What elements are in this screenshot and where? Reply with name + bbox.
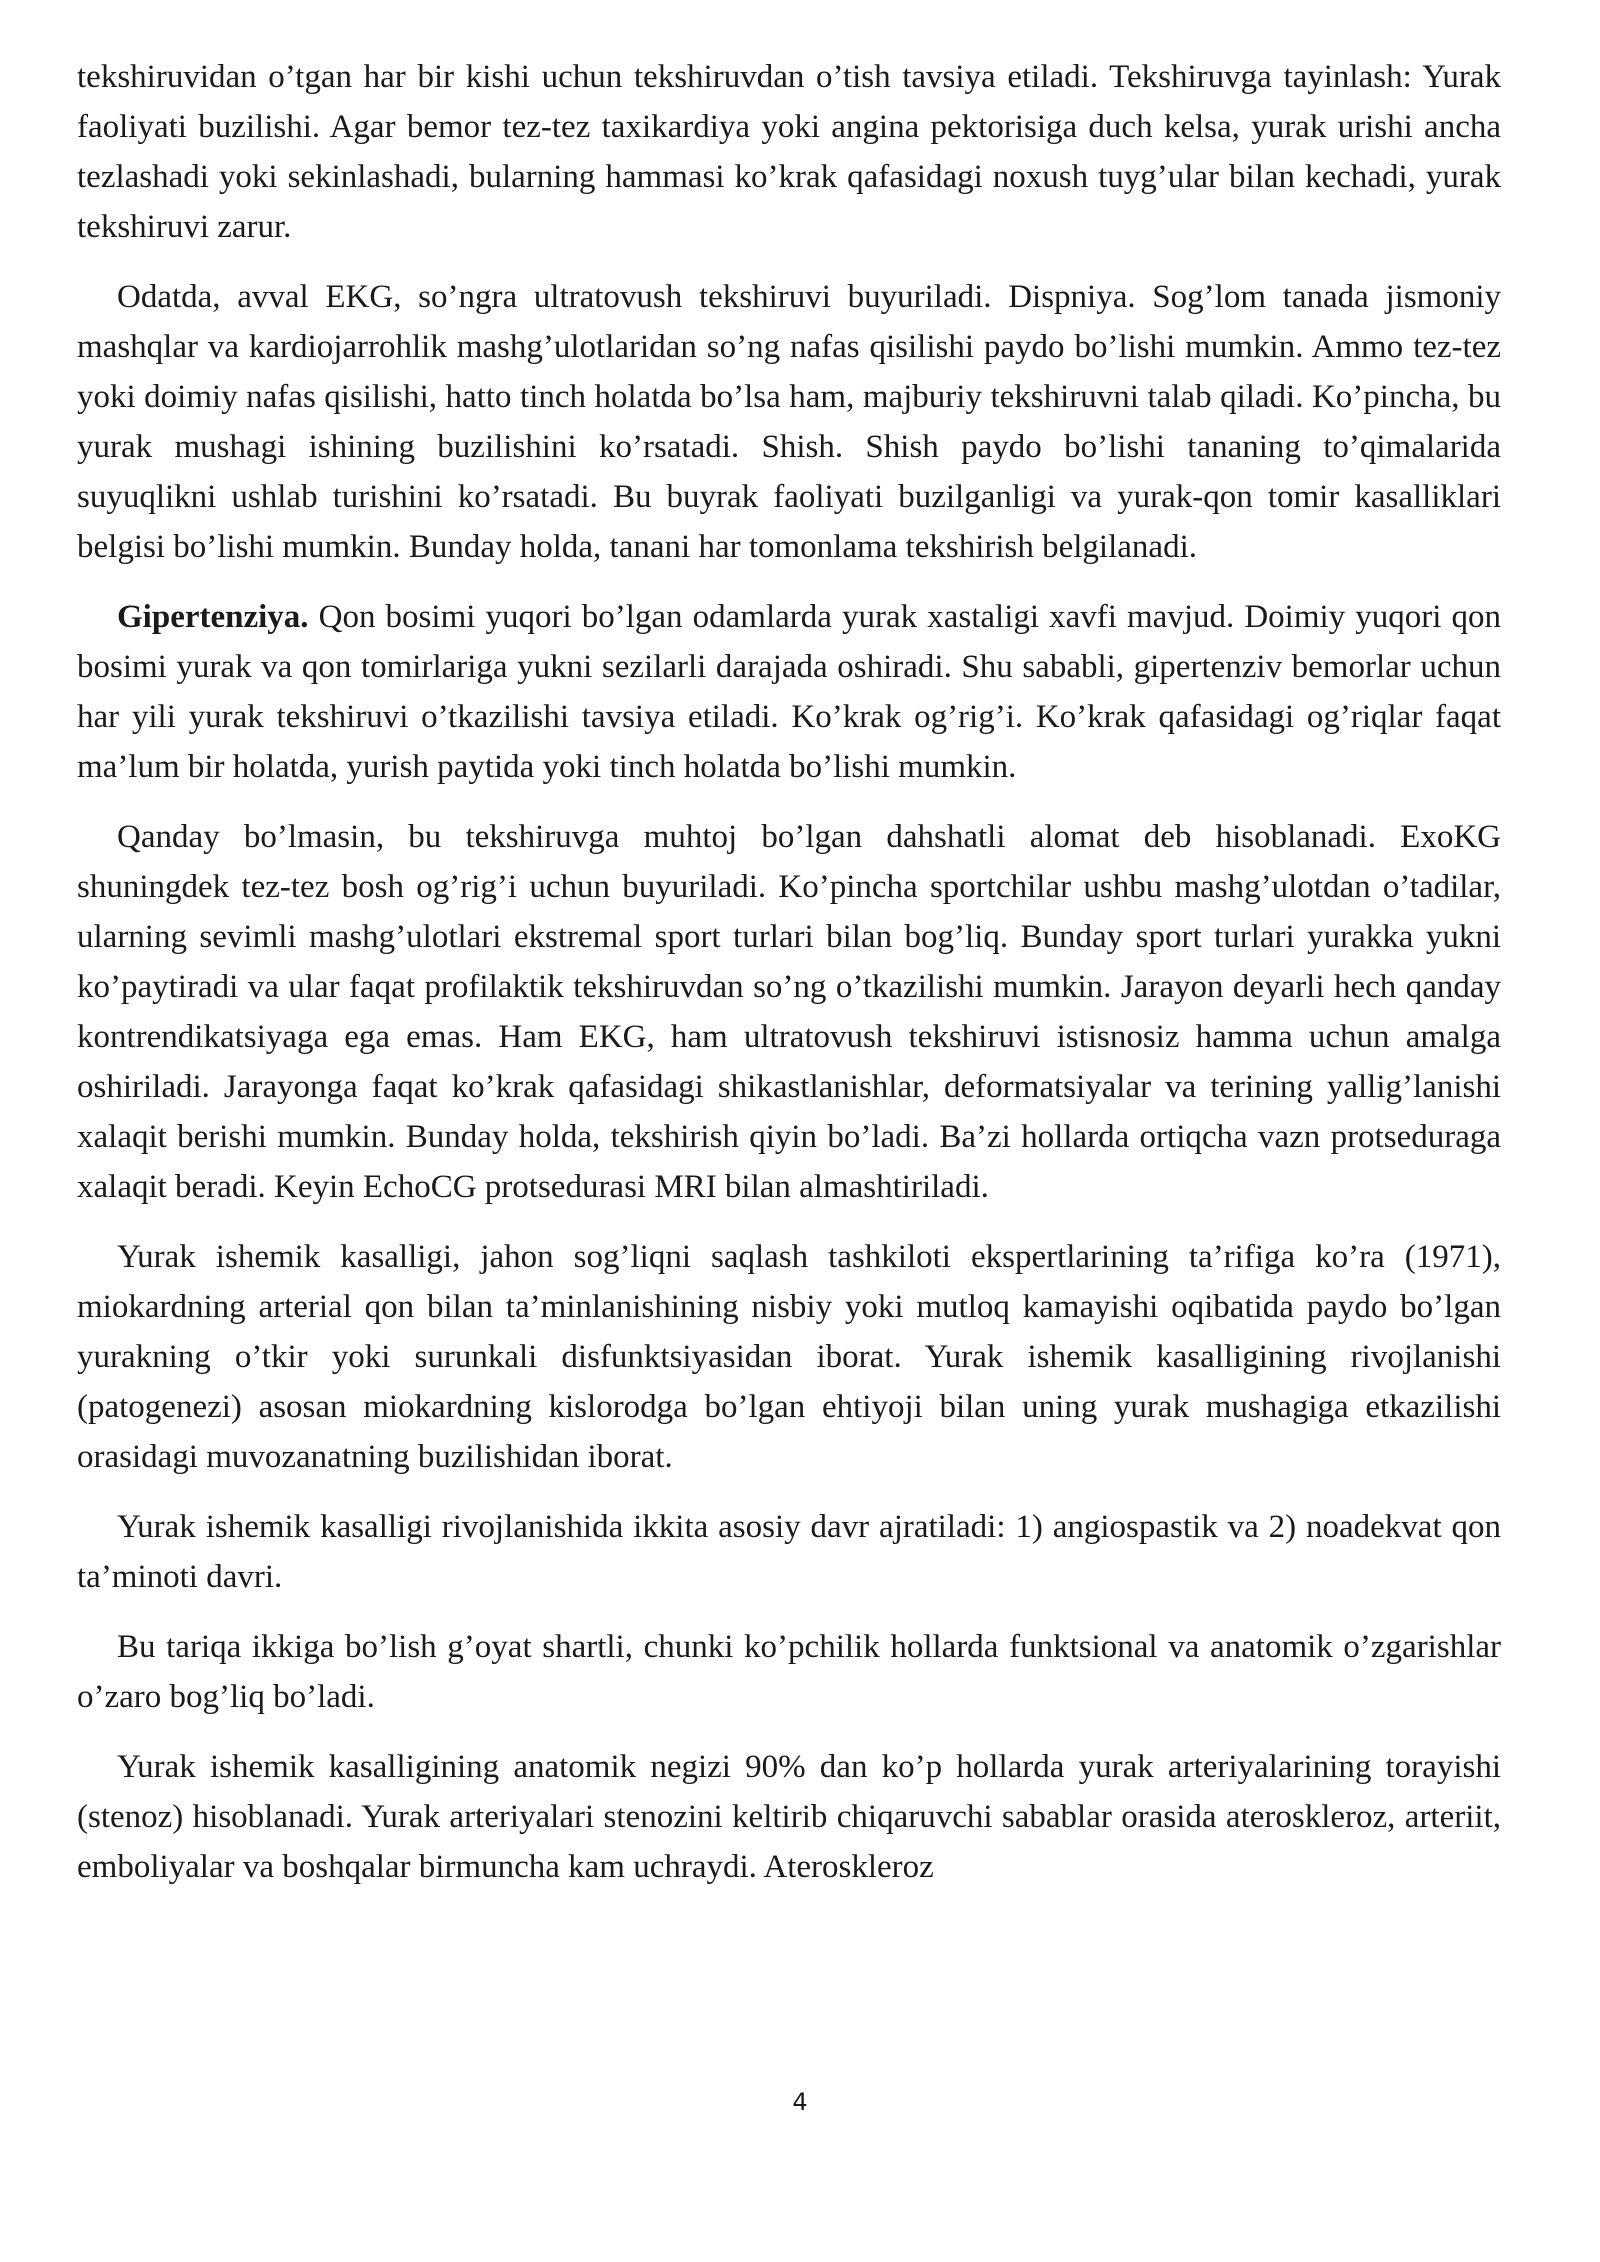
paragraph-3-text: Qon bosimi yuqori bo’lgan odamlarda yurak xastaligi xavfi mavjud. Doimiy yuqori qon bosimi yurak va qon tomirlariga yukni sezilarli darajada oshiradi. Shu sababli, gipertenziv bemorlar uchun har yili yurak tekshiruvi o’tkazilishi tavsiya etiladi. Ko’krak og’rig’i. Ko’krak qafasidagi og’riqlar faqat ma’lum bir holatda, yurish paytida yoki tinch holatda bo’lishi mumkin. — [77, 599, 1502, 785]
bold-term: Gipertenziya. — [117, 599, 309, 635]
paragraph-7: Bu tariqa ikkiga bo’lish g’oyat shartli, chunki ko’pchilik hollarda funktsional va anatomik o’zgarishlar o’zaro bog’liq bo’ladi. — [77, 1629, 1501, 1715]
paragraph-3 — [77, 592, 1501, 792]
paragraph-1: tekshiruvidan o’tgan har bir kishi uchun tekshiruvdan o’tish tavsiya etiladi. Tekshiruvga tayinlash: Yurak faoliyati buzilishi. Agar bemor tez-tez taxikardiya yoki angina pektorisiga duch kelsa, yurak urishi ancha tezlashadi yoki sekinlashadi, bularning hammasi ko’krak qafasidagi noxush tuyg’ular bilan kechadi, yurak tekshiruvi zarur. — [77, 59, 1501, 245]
paragraph-6: Yurak ishemik kasalligi rivojlanishida ikkita asosiy davr ajratiladi: 1) angiospastik va 2) noadekvat qon ta’minoti davri. — [77, 1509, 1501, 1595]
paragraph-4: Qanday bo’lmasin, bu tekshiruvga muhtoj bo’lgan dahshatli alomat deb hisoblanadi. ExoKG shuningdek tez-tez bosh og’rig’i uchun buyuriladi. Ko’pincha sportchilar ushbu mashg’ulotdan o’tadilar, ularning sevimli mashg’ulotlari ekstremal sport turlari bilan bog’liq. Bunday sport turlari yurakka yukni ko’paytiradi va ular faqat profilaktik tekshiruvdan so’ng o’tkazilishi mumkin. Jarayon deyarli hech qanday kontrendikatsiyaga ega emas. Ham EKG, ham ultratovush tekshiruvi istisnosiz hamma uchun amalga oshiriladi. Jarayonga faqat ko’krak qafasidagi shikastlanishlar, deformatsiyalar va terining yallig’lanishi xalaqit berishi mumkin. Bunday holda, tekshirish qiyin bo’ladi. Ba’zi hollarda ortiqcha vazn protseduraga xalaqit beradi. Keyin EchoCG protsedurasi MRI bilan almashtiriladi. — [77, 819, 1501, 1205]
document-page — [77, 52, 1501, 1912]
page-number: 4 — [792, 2088, 808, 2116]
paragraph-2: Odatda, avval EKG, so’ngra ultratovush tekshiruvi buyuriladi. Dispniya. Sog’lom tanada jismoniy mashqlar va kardiojarrohlik mashg’ulotlaridan so’ng nafas qisilishi paydo bo’lishi mumkin. Ammo tez-tez yoki doimiy nafas qisilishi, hatto tinch holatda bo’lsa ham, majburiy tekshiruvni talab qiladi. Ko’pincha, bu yurak mushagi ishining buzilishini ko’rsatadi. Shish. Shish paydo bo’lishi tananing to’qimalarida suyuqlikni ushlab turishini ko’rsatadi. Bu buyrak faoliyati buzilganligi va yurak-qon tomir kasalliklari belgisi bo’lishi mumkin. Bunday holda, tanani har tomonlama tekshirish belgilanadi. — [77, 279, 1501, 565]
paragraph-8: Yurak ishemik kasalligining anatomik negizi 90% dan ko’p hollarda yurak arteriyalarining torayishi (stenoz) hisoblanadi. Yurak arteriyalari stenozini keltirib chiqaruvchi sabablar orasida ateroskleroz, arteriit, emboliyalar va boshqalar birmuncha kam uchraydi. Ateroskleroz — [77, 1749, 1501, 1885]
paragraph-5: Yurak ishemik kasalligi, jahon sog’liqni saqlash tashkiloti ekspertlarining ta’rifiga ko’ra (1971), miokardning arterial qon bilan ta’minlanishining nisbiy yoki mutloq kamayishi oqibatida paydo bo’lgan yurakning o’tkir yoki surunkali disfunktsiyasidan iborat. Yurak ishemik kasalligining rivojlanishi (patogenezi) asosan miokardning kislorodga bo’lgan ehtiyoji bilan uning yurak mushagiga etkazilishi orasidagi muvozanatning buzilishidan iborat. — [77, 1239, 1501, 1475]
